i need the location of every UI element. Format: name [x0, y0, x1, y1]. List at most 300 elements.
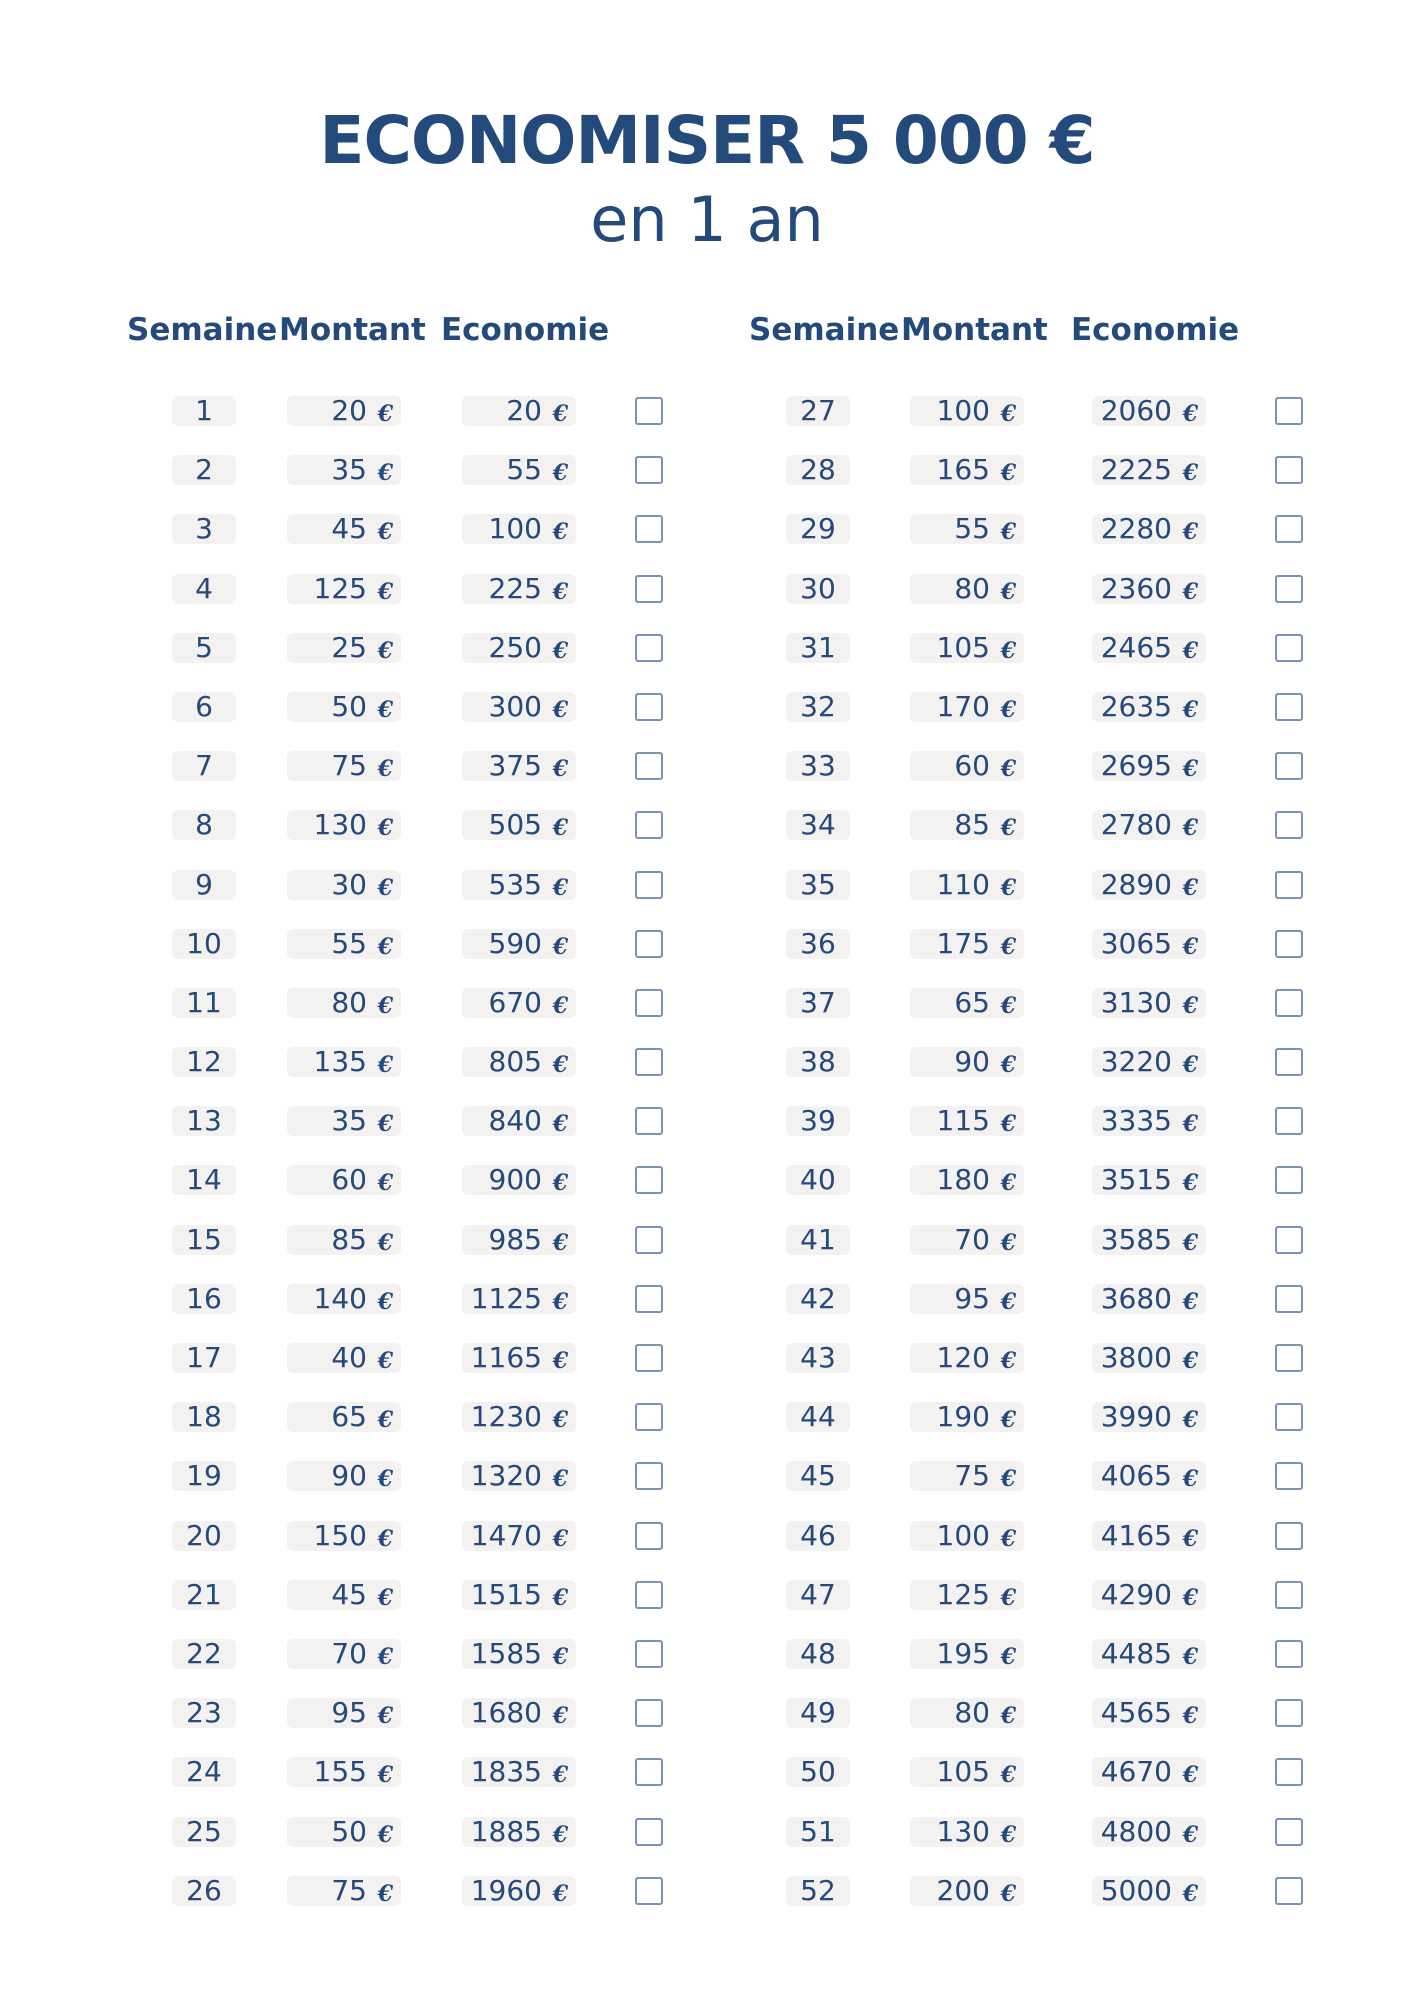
amount-cell [910, 1518, 1024, 1552]
savings-value: 2225 [1100, 453, 1172, 487]
euro-symbol: € [377, 1643, 393, 1670]
euro-symbol: € [1182, 637, 1198, 664]
savings-cell [1092, 867, 1206, 901]
week-number: 30 [786, 574, 850, 604]
table-row [734, 982, 1374, 1041]
amount-cell [910, 1281, 1024, 1315]
amount-value: 45 [331, 1577, 367, 1611]
amount-value: 25 [331, 630, 367, 664]
page-title: ECONOMISER 5 000 € [319, 102, 1095, 179]
week-checkbox[interactable] [635, 1581, 663, 1609]
euro-symbol: € [1000, 1229, 1016, 1256]
week-number: 8 [172, 810, 236, 840]
savings-value: 4065 [1100, 1459, 1172, 1493]
week-number: 16 [172, 1284, 236, 1314]
week-number: 13 [172, 1106, 236, 1136]
euro-symbol: € [377, 1229, 393, 1256]
savings-value: 2280 [1100, 512, 1172, 546]
week-checkbox[interactable] [635, 1877, 663, 1905]
week-checkbox[interactable] [635, 1285, 663, 1313]
column-header-week: Semaine [127, 312, 278, 348]
savings-cell [1092, 985, 1206, 1019]
amount-value: 85 [954, 808, 990, 842]
savings-cell [1092, 1402, 1206, 1432]
euro-symbol: € [552, 578, 568, 605]
week-checkbox[interactable] [1275, 456, 1303, 484]
week-checkbox[interactable] [1275, 1699, 1303, 1727]
column-header-amount: Montant [901, 312, 1048, 348]
savings-value: 2890 [1100, 867, 1172, 901]
week-checkbox[interactable] [635, 1166, 663, 1194]
amount-value: 65 [954, 985, 990, 1019]
week-number: 48 [786, 1639, 850, 1669]
amount-value: 155 [313, 1755, 367, 1789]
table-row [734, 1159, 1374, 1218]
amount-value: 165 [936, 453, 990, 487]
euro-symbol: € [552, 1348, 568, 1374]
savings-value: 2780 [1100, 808, 1172, 842]
table-left [112, 305, 752, 1905]
table-row [112, 1811, 752, 1870]
euro-symbol: € [1182, 933, 1198, 960]
euro-symbol: € [1000, 992, 1016, 1019]
savings-cell [462, 1698, 576, 1728]
euro-symbol: € [552, 1052, 568, 1079]
table-row [112, 449, 752, 508]
savings-value: 225 [488, 571, 542, 605]
week-number: 21 [172, 1580, 236, 1610]
savings-value: 670 [488, 985, 542, 1019]
euro-symbol: € [1000, 1584, 1016, 1611]
euro-symbol: € [552, 815, 568, 842]
savings-cell [462, 455, 576, 485]
euro-symbol: € [1000, 1703, 1016, 1730]
week-checkbox[interactable] [1275, 1166, 1303, 1194]
amount-value: 135 [313, 1045, 367, 1079]
week-checkbox[interactable] [1275, 1107, 1303, 1135]
week-checkbox[interactable] [635, 1226, 663, 1254]
euro-symbol: € [1182, 1643, 1198, 1670]
savings-cell [462, 985, 576, 1019]
euro-symbol: € [1000, 460, 1016, 487]
week-checkbox[interactable] [1275, 1285, 1303, 1313]
amount-value: 125 [313, 571, 367, 605]
amount-value: 100 [936, 394, 990, 427]
euro-symbol: € [1000, 1052, 1016, 1079]
savings-cell [1092, 455, 1206, 485]
week-checkbox[interactable] [1275, 1462, 1303, 1490]
euro-symbol: € [1182, 815, 1198, 842]
savings-value: 1230 [470, 1400, 542, 1434]
week-checkbox[interactable] [1275, 515, 1303, 543]
amount-value: 30 [331, 867, 367, 901]
savings-cell [1092, 1814, 1206, 1848]
table-row [734, 1278, 1374, 1337]
week-checkbox[interactable] [635, 575, 663, 603]
table-row [734, 1041, 1374, 1100]
savings-cell [1092, 630, 1206, 664]
week-checkbox[interactable] [635, 1344, 663, 1372]
euro-symbol: € [1182, 1348, 1198, 1374]
amount-cell [910, 1047, 1024, 1077]
week-checkbox[interactable] [1275, 1640, 1303, 1668]
euro-symbol: € [1000, 1170, 1016, 1197]
amount-cell [910, 867, 1024, 901]
savings-value: 3585 [1100, 1222, 1172, 1256]
amount-value: 105 [936, 630, 990, 664]
table-row [112, 1515, 752, 1574]
savings-cell [462, 1577, 576, 1611]
table-row [734, 686, 1374, 745]
week-checkbox[interactable] [1275, 693, 1303, 721]
euro-symbol: € [552, 756, 568, 783]
amount-cell [910, 1577, 1024, 1611]
amount-cell [287, 1518, 401, 1552]
savings-cell [462, 1047, 576, 1077]
column-header-week: Semaine [749, 312, 900, 348]
euro-symbol: € [552, 1525, 568, 1552]
amount-value: 65 [331, 1400, 367, 1434]
savings-cell [1092, 1757, 1206, 1787]
amount-cell [910, 1873, 1024, 1907]
week-checkbox[interactable] [1275, 1344, 1303, 1372]
euro-symbol: € [1182, 1584, 1198, 1611]
amount-value: 70 [954, 1222, 990, 1256]
euro-symbol: € [1182, 1111, 1198, 1138]
euro-symbol: € [552, 992, 568, 1019]
amount-cell [910, 926, 1024, 960]
week-number: 43 [786, 1343, 850, 1373]
week-checkbox[interactable] [1275, 1403, 1303, 1431]
euro-symbol: € [377, 401, 393, 427]
savings-cell [1092, 1873, 1206, 1907]
savings-value: 3680 [1100, 1281, 1172, 1315]
week-number: 9 [172, 870, 236, 900]
euro-symbol: € [1182, 992, 1198, 1019]
week-number: 49 [786, 1698, 850, 1728]
week-number: 35 [786, 870, 850, 900]
week-number: 41 [786, 1225, 850, 1255]
week-number: 40 [786, 1165, 850, 1195]
euro-symbol: € [552, 933, 568, 960]
euro-symbol: € [1000, 1525, 1016, 1552]
week-checkbox[interactable] [1275, 634, 1303, 662]
euro-symbol: € [377, 696, 393, 723]
column-header-savings: Economie [441, 312, 610, 348]
week-checkbox[interactable] [1275, 1818, 1303, 1846]
amount-cell [910, 1222, 1024, 1256]
week-checkbox[interactable] [635, 456, 663, 484]
amount-value: 70 [331, 1636, 367, 1670]
amount-value: 60 [331, 1163, 367, 1197]
week-number: 47 [786, 1580, 850, 1610]
euro-symbol: € [377, 1584, 393, 1611]
week-checkbox[interactable] [1275, 1581, 1303, 1609]
table-row [112, 1100, 752, 1159]
week-checkbox[interactable] [635, 1107, 663, 1135]
week-number: 5 [172, 633, 236, 663]
week-number: 45 [786, 1461, 850, 1491]
week-checkbox[interactable] [1275, 811, 1303, 839]
euro-symbol: € [1000, 815, 1016, 842]
euro-symbol: € [1000, 756, 1016, 783]
week-checkbox[interactable] [1275, 1758, 1303, 1786]
week-checkbox[interactable] [1275, 1226, 1303, 1254]
euro-symbol: € [1000, 1407, 1016, 1434]
savings-value: 1585 [470, 1636, 542, 1670]
week-number: 44 [786, 1402, 850, 1432]
week-number: 34 [786, 810, 850, 840]
amount-cell [910, 1698, 1024, 1728]
week-checkbox[interactable] [635, 871, 663, 899]
savings-value: 100 [488, 512, 542, 546]
table-row [112, 1455, 752, 1514]
euro-symbol: € [552, 1466, 568, 1493]
savings-cell [462, 1402, 576, 1432]
euro-symbol: € [1182, 1821, 1198, 1848]
savings-value: 1835 [470, 1755, 542, 1789]
table-row [112, 1574, 752, 1633]
table-row [112, 923, 752, 982]
amount-value: 80 [954, 1696, 990, 1730]
euro-symbol: € [377, 1821, 393, 1848]
amount-value: 85 [331, 1222, 367, 1256]
week-checkbox[interactable] [635, 1462, 663, 1490]
week-number: 23 [172, 1698, 236, 1728]
table-row [734, 1515, 1374, 1574]
savings-value: 55 [506, 453, 542, 487]
amount-value: 175 [936, 926, 990, 960]
table-row [734, 1692, 1374, 1751]
week-number: 26 [172, 1876, 236, 1906]
week-checkbox[interactable] [635, 397, 663, 425]
euro-symbol: € [1000, 637, 1016, 664]
week-number: 50 [786, 1757, 850, 1787]
week-checkbox[interactable] [1275, 1522, 1303, 1550]
euro-symbol: € [1182, 1170, 1198, 1197]
euro-symbol: € [1182, 1525, 1198, 1552]
savings-value: 2465 [1100, 630, 1172, 664]
week-checkbox[interactable] [1275, 871, 1303, 899]
savings-cell [1092, 1461, 1206, 1491]
page-subtitle: en 1 an [590, 183, 824, 256]
euro-symbol: € [1000, 1821, 1016, 1848]
table-row [112, 1633, 752, 1692]
table-row [112, 864, 752, 923]
amount-value: 170 [936, 689, 990, 723]
week-checkbox[interactable] [1275, 1048, 1303, 1076]
week-number: 38 [786, 1047, 850, 1077]
table-row [734, 864, 1374, 923]
euro-symbol: € [1000, 519, 1016, 546]
amount-cell [910, 810, 1024, 840]
savings-value: 3065 [1100, 926, 1172, 960]
week-number: 15 [172, 1225, 236, 1255]
week-checkbox[interactable] [1275, 930, 1303, 958]
euro-symbol: € [552, 460, 568, 487]
amount-cell [910, 396, 1024, 426]
euro-symbol: € [1000, 1880, 1016, 1907]
week-number: 6 [172, 692, 236, 722]
week-checkbox[interactable] [635, 989, 663, 1017]
amount-cell [910, 1343, 1024, 1373]
week-number: 7 [172, 751, 236, 781]
amount-cell [910, 571, 1024, 605]
amount-cell [287, 1402, 401, 1432]
savings-value: 535 [488, 867, 542, 901]
week-number: 10 [172, 929, 236, 959]
amount-cell [287, 1281, 401, 1315]
amount-value: 95 [331, 1696, 367, 1730]
amount-value: 140 [313, 1281, 367, 1315]
table-row [734, 449, 1374, 508]
table-row [734, 508, 1374, 567]
euro-symbol: € [377, 637, 393, 664]
week-checkbox[interactable] [635, 634, 663, 662]
euro-symbol: € [1000, 874, 1016, 901]
euro-symbol: € [377, 578, 393, 605]
table-row [734, 745, 1374, 804]
savings-cell [1092, 571, 1206, 605]
savings-cell [462, 751, 576, 781]
week-number: 51 [786, 1817, 850, 1847]
euro-symbol: € [377, 815, 393, 842]
savings-cell [462, 630, 576, 664]
euro-symbol: € [1182, 696, 1198, 723]
week-number: 27 [786, 396, 850, 426]
amount-cell [287, 689, 401, 723]
savings-cell [462, 1343, 576, 1373]
euro-symbol: € [1182, 1880, 1198, 1907]
week-checkbox[interactable] [635, 1699, 663, 1727]
euro-symbol: € [377, 1111, 393, 1138]
savings-cell [462, 1222, 576, 1256]
euro-symbol: € [552, 1703, 568, 1730]
amount-cell [287, 1106, 401, 1136]
week-checkbox[interactable] [635, 1758, 663, 1786]
week-number: 28 [786, 455, 850, 485]
week-number: 29 [786, 514, 850, 544]
euro-symbol: € [552, 1762, 568, 1789]
week-number: 39 [786, 1106, 850, 1136]
savings-value: 590 [488, 926, 542, 960]
table-row [734, 568, 1374, 627]
amount-cell [910, 985, 1024, 1019]
week-number: 32 [786, 692, 850, 722]
euro-symbol: € [377, 992, 393, 1019]
savings-cell [462, 926, 576, 960]
week-number: 52 [786, 1876, 850, 1906]
table-row [734, 923, 1374, 982]
amount-value: 90 [954, 1045, 990, 1079]
savings-cell [462, 689, 576, 723]
savings-value: 2635 [1100, 689, 1172, 723]
amount-value: 130 [313, 808, 367, 842]
amount-cell [287, 1873, 401, 1907]
week-checkbox[interactable] [1275, 752, 1303, 780]
savings-cell [462, 1814, 576, 1848]
table-row [112, 1396, 752, 1455]
week-checkbox[interactable] [1275, 1877, 1303, 1905]
week-checkbox[interactable] [635, 1522, 663, 1550]
savings-value: 1885 [470, 1814, 542, 1848]
week-checkbox[interactable] [1275, 575, 1303, 603]
table-row [112, 686, 752, 745]
amount-cell [287, 1698, 401, 1728]
savings-value: 4485 [1100, 1636, 1172, 1670]
euro-symbol: € [377, 1288, 393, 1315]
week-checkbox[interactable] [635, 1048, 663, 1076]
euro-symbol: € [552, 1880, 568, 1907]
amount-value: 190 [936, 1400, 990, 1434]
amount-cell [910, 1461, 1024, 1491]
euro-symbol: € [377, 1703, 393, 1730]
amount-value: 60 [954, 749, 990, 783]
column-header-amount: Montant [279, 312, 426, 348]
week-checkbox[interactable] [1275, 397, 1303, 425]
week-checkbox[interactable] [635, 752, 663, 780]
week-checkbox[interactable] [635, 1818, 663, 1846]
savings-cell [462, 1636, 576, 1670]
week-checkbox[interactable] [635, 1640, 663, 1668]
week-checkbox[interactable] [635, 693, 663, 721]
savings-value: 4565 [1100, 1696, 1172, 1730]
euro-symbol: € [552, 1407, 568, 1434]
table-row [112, 1159, 752, 1218]
savings-cell [462, 1518, 576, 1552]
amount-value: 130 [936, 1814, 990, 1848]
amount-value: 120 [936, 1341, 990, 1374]
euro-symbol: € [552, 696, 568, 723]
table-row [112, 804, 752, 863]
week-checkbox[interactable] [1275, 989, 1303, 1017]
euro-symbol: € [1000, 1348, 1016, 1374]
week-checkbox[interactable] [635, 811, 663, 839]
euro-symbol: € [1182, 1407, 1198, 1434]
amount-cell [287, 571, 401, 605]
week-checkbox[interactable] [635, 930, 663, 958]
savings-cell [462, 1461, 576, 1491]
euro-symbol: € [377, 1762, 393, 1789]
savings-value: 985 [488, 1222, 542, 1256]
savings-cell [1092, 751, 1206, 781]
amount-cell [287, 985, 401, 1019]
savings-value: 4670 [1100, 1755, 1172, 1789]
savings-value: 2060 [1100, 394, 1172, 427]
week-number: 3 [172, 514, 236, 544]
amount-cell [287, 1577, 401, 1611]
euro-symbol: € [377, 1466, 393, 1493]
savings-cell [1092, 514, 1206, 544]
table-row [734, 1219, 1374, 1278]
week-number: 14 [172, 1165, 236, 1195]
savings-cell [1092, 1636, 1206, 1670]
euro-symbol: € [552, 874, 568, 901]
week-number: 11 [172, 988, 236, 1018]
table-row [112, 1041, 752, 1100]
savings-cell [462, 1281, 576, 1315]
week-checkbox[interactable] [635, 1403, 663, 1431]
euro-symbol: € [377, 874, 393, 901]
savings-value: 4165 [1100, 1518, 1172, 1552]
euro-symbol: € [377, 1880, 393, 1907]
savings-value: 300 [488, 689, 542, 723]
week-checkbox[interactable] [635, 515, 663, 543]
savings-cell [1092, 1222, 1206, 1256]
table-right [734, 305, 1374, 1905]
savings-cell [462, 867, 576, 901]
week-number: 4 [172, 574, 236, 604]
